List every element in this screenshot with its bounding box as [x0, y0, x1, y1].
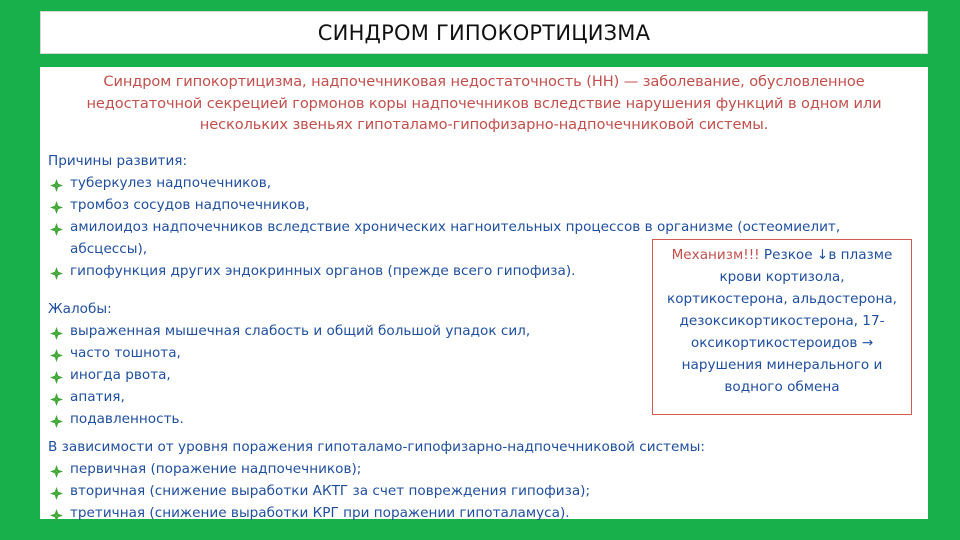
levels-section — [48, 436, 920, 524]
diamond-bullet-icon — [50, 177, 63, 190]
diamond-bullet-icon — [50, 485, 63, 498]
content-panel — [40, 67, 928, 519]
list-item: выраженная мышечная слабость и общий большой упадок сил, — [48, 320, 920, 342]
levels-list — [48, 458, 920, 524]
list-item: тромбоз сосудов надпочечников, — [48, 194, 920, 216]
list-item: вторичная (снижение выработки АКТГ за счет повреждения гипофиза); — [48, 480, 920, 502]
diamond-bullet-icon — [50, 463, 63, 476]
causes-heading: Причины развития: — [48, 152, 188, 169]
mechanism-callout — [652, 239, 912, 415]
diamond-bullet-icon — [50, 199, 63, 212]
list-item: туберкулез надпочечников, — [48, 172, 920, 194]
diamond-bullet-icon — [50, 221, 63, 234]
mechanism-label: Механизм!!! — [671, 247, 760, 263]
diamond-bullet-icon — [50, 391, 63, 404]
mechanism-text: Резкое ↓в плазме крови кортизола, кортикостерона, альдостерона, дезоксикортикостерона, 17-оксикортикостероидов → нарушения минерального и водного обмена — [667, 247, 897, 395]
diamond-bullet-icon — [50, 265, 63, 278]
list-item: третичная (снижение выработки КРГ при поражении гипоталамуса). — [48, 502, 920, 524]
diamond-bullet-icon — [50, 413, 63, 426]
list-item: первичная (поражение надпочечников); — [48, 458, 920, 480]
intro-definition: Синдром гипокортицизма, надпочечниковая недостаточность (НН) — заболевание, обусловленное недостаточной секрецией гормонов коры надпочечников вследствие нарушения функций в одном или нескольких звеньях гипоталамо-гипофизарно-надпочечниковой системы. — [86, 73, 882, 133]
page-title: СИНДРОМ ГИПОКОРТИЦИЗМА — [317, 20, 651, 45]
complaints-heading: Жалобы: — [48, 300, 112, 317]
diamond-bullet-icon — [50, 369, 63, 382]
diamond-bullet-icon — [50, 347, 63, 360]
list-item: подавленность. — [48, 408, 920, 430]
list-item: гипофункция других эндокринных органов (прежде всего гипофиза). — [48, 260, 920, 282]
title-bar — [40, 11, 928, 54]
list-item: часто тошнота, — [48, 342, 920, 364]
diamond-bullet-icon — [50, 507, 63, 520]
list-item: амилоидоз надпочечников вследствие хронических нагноительных процессов в организме (остеомиелит, абсцессы), — [48, 216, 920, 260]
diamond-bullet-icon — [50, 325, 63, 338]
levels-heading: В зависимости от уровня поражения гипоталамо-гипофизарно-надпочечниковой системы: — [48, 438, 705, 455]
list-item: апатия, — [48, 386, 920, 408]
list-item: иногда рвота, — [48, 364, 920, 386]
